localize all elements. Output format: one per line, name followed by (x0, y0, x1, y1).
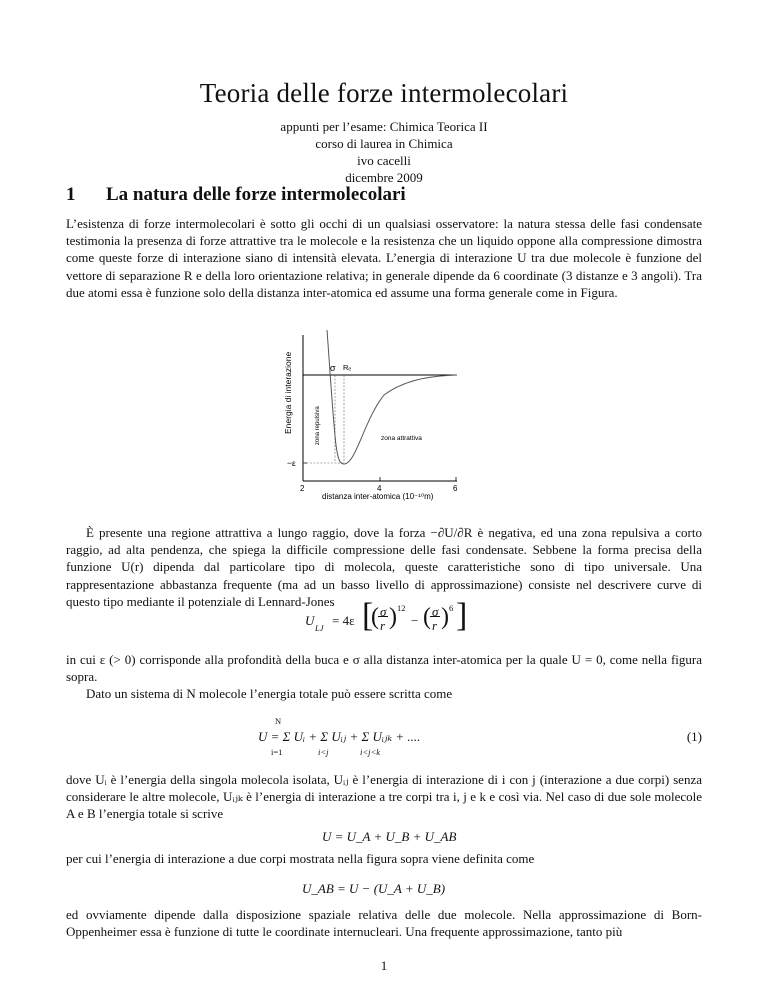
section-heading (66, 184, 406, 206)
total-energy-equation: U = U_A + U_B + U_AB (322, 829, 457, 844)
lennard-jones-equation: U LJ = 4ε [ ( σ r ) 12 − ( σ r ) 6 ] (305, 597, 468, 634)
paragraph-5: dove Uᵢ è l’energia della singola molecola isolata, Uᵢⱼ è l’energia di interazione di i con j (interazione a due corpi) senza considerare le altre molecole, Uᵢⱼₖ è l’energia di interazione a tre corpi tra i, j e k e così via. Nel caso di due sole molecole A e B l’energia totale si scrive (66, 772, 702, 822)
page-number: 1 (380, 958, 388, 973)
page-title: Teoria delle forze intermolecolari (199, 78, 569, 108)
sigma-label: σ (330, 363, 336, 373)
date-line: dicembre 2009 (345, 170, 423, 185)
author-line: ivo cacelli (357, 153, 411, 168)
potential-energy-figure (264, 330, 514, 505)
total-energy-sum-equation: N U = Σ Uᵢ + Σ Uᵢⱼ + Σ Uᵢⱼₖ + .... i=1 i<j i<j<k (258, 716, 421, 757)
zone-attractive-label: zona attrattiva (381, 435, 422, 442)
paragraph-2: È presente una regione attrattiva a lungo raggio, dove la forza −∂U/∂R è negativa, ed una zona repulsiva a corto raggio, ad alta pendenza, che spiega la difficile compressione delle fasi condensate. Sebbene la forma precisa della funzione U(r) dipenda dal particolare tipo di molecola, queste caratteristiche sono di tipo universale. Una rappresentazione abbastanza frequente (ma ad un basso livello di approssimazione) consiste nel descrivere curve di questo tipo mediante il potenziale di Lennard-Jones (66, 525, 702, 609)
x-tick-6: 6 (453, 484, 458, 493)
epsilon-label: −ε (287, 458, 296, 468)
paragraph-7: ed ovviamente dipende dalla disposizione spaziale relativa delle due molecole. Nella approssimazione di Born-Oppenheimer essa è funzione di tutte le coordinate internucleari. Una frequente approssimazione, tanto più (66, 907, 702, 940)
paragraph-1: L’esistenza di forze intermolecolari è sotto gli occhi di un qualsiasi osservatore: la natura stessa delle fasi condensate testimonia la presenza di forze attrattive tra le molecole e la resistenza che un liquido oppone alla compressione dimostra come queste forze di interazione siano di intensità elevata. L’energia di interazione U tra due molecole è funzione del vettore di separazione R e della loro orientazione relativa; in generale dipende da 6 coordinate (3 distanze e 3 angoli). Tra due atomi essa è funzione solo della distanza inter-atomica ed assume una forma generale come in Figura. (66, 216, 702, 300)
section-title: La natura delle forze intermolecolari (106, 184, 406, 205)
re-label: Rₑ (343, 363, 352, 372)
interaction-energy-equation: U_AB = U − (U_A + U_B) (302, 881, 446, 896)
paragraph-6: per cui l’energia di interazione a due corpi mostrata nella figura sopra viene definita come (66, 851, 535, 866)
paragraph-4: Dato un sistema di N molecole l’energia totale può essere scritta come (86, 686, 453, 701)
paragraph-3: in cui ε (> 0) corrisponde alla profondità della buca e σ alla distanza inter-atomica per la quale U = 0, come nella figura sopra. (66, 652, 702, 685)
course-line: appunti per l’esame: Chimica Teorica II (280, 119, 488, 134)
x-tick-2: 2 (300, 484, 305, 493)
equation-number: (1) (686, 729, 702, 744)
zone-repulsive-label: zona repulsiva (315, 406, 321, 445)
degree-line: corso di laurea in Chimica (315, 136, 453, 151)
y-axis-label: Energia di interazione (283, 351, 293, 434)
x-axis-label: distanza inter-atomica (10⁻¹⁰m) (322, 492, 434, 501)
section-number: 1 (66, 184, 76, 205)
potential-curve (327, 330, 457, 464)
x-tick-4: 4 (377, 484, 382, 493)
